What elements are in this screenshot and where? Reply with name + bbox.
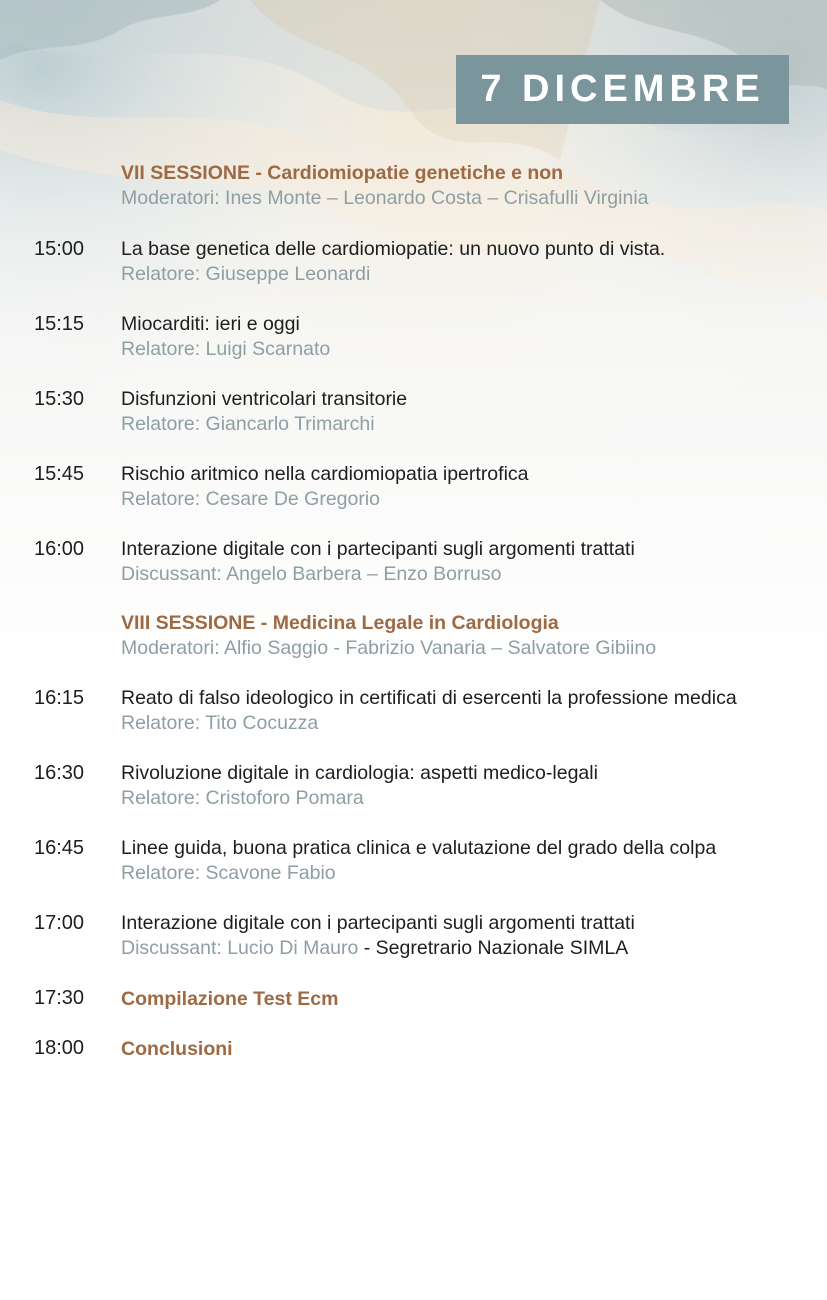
agenda-title: Linee guida, buona pratica clinica e valutazione del grado della colpa	[121, 837, 717, 859]
agenda-title: Interazione digitale con i partecipanti sugli argomenti trattati	[121, 538, 635, 560]
date-label: 7 DICEMBRE	[480, 68, 765, 110]
session-title: VIII SESSIONE - Medicina Legale in Cardiologia	[121, 612, 559, 634]
agenda-title: Interazione digitale con i partecipanti sugli argomenti trattati	[121, 912, 635, 934]
session-moderators: Moderatori: Alfio Saggio - Fabrizio Vanaria – Salvatore Gibiino	[121, 637, 657, 659]
agenda-speaker: Relatore: Cesare De Gregorio	[121, 488, 381, 510]
agenda-time: 16:45	[34, 837, 85, 859]
agenda-speaker: Relatore: Luigi Scarnato	[121, 338, 331, 360]
agenda-time: 17:00	[34, 912, 85, 934]
agenda-title: Rivoluzione digitale in cardiologia: aspetti medico-legali	[121, 762, 598, 784]
agenda-speaker-role: - Segretrario Nazionale SIMLA	[358, 937, 629, 959]
agenda-time: 17:30	[34, 987, 85, 1009]
agenda-time: 15:00	[34, 238, 85, 260]
agenda-speaker: Relatore: Tito Cocuzza	[121, 712, 319, 734]
agenda-closing-label: Conclusioni	[121, 1038, 233, 1060]
agenda-title: Disfunzioni ventricolari transitorie	[121, 388, 408, 410]
agenda-time: 16:15	[34, 687, 85, 709]
agenda-time: 15:30	[34, 388, 85, 410]
agenda-time: 15:15	[34, 313, 85, 335]
agenda-speaker: Discussant: Angelo Barbera – Enzo Borruso	[121, 563, 502, 585]
session-title: VII SESSIONE - Cardiomiopatie genetiche e non	[121, 162, 564, 184]
agenda-time: 18:00	[34, 1037, 85, 1059]
agenda-time: 15:45	[34, 463, 85, 485]
agenda-speaker: Relatore: Cristoforo Pomara	[121, 787, 364, 809]
agenda-time: 16:00	[34, 538, 85, 560]
agenda-time: 16:30	[34, 762, 85, 784]
agenda-title: Miocarditi: ieri e oggi	[121, 313, 300, 335]
date-banner	[456, 55, 789, 124]
agenda-speaker: Relatore: Giancarlo Trimarchi	[121, 413, 375, 435]
agenda-closing-label: Compilazione Test Ecm	[121, 988, 339, 1010]
agenda-title: Reato di falso ideologico in certificati di esercenti la professione medica	[121, 687, 737, 709]
agenda-speaker: Discussant: Lucio Di Mauro	[121, 937, 359, 959]
agenda-title: Rischio aritmico nella cardiomiopatia ipertrofica	[121, 463, 529, 485]
agenda-title: La base genetica delle cardiomiopatie: un nuovo punto di vista.	[121, 238, 666, 260]
agenda-speaker: Relatore: Giuseppe Leonardi	[121, 263, 371, 285]
agenda-speaker: Relatore: Scavone Fabio	[121, 862, 336, 884]
session-moderators: Moderatori: Ines Monte – Leonardo Costa – Crisafulli Virginia	[121, 187, 649, 209]
agenda-speaker-line	[121, 936, 811, 961]
